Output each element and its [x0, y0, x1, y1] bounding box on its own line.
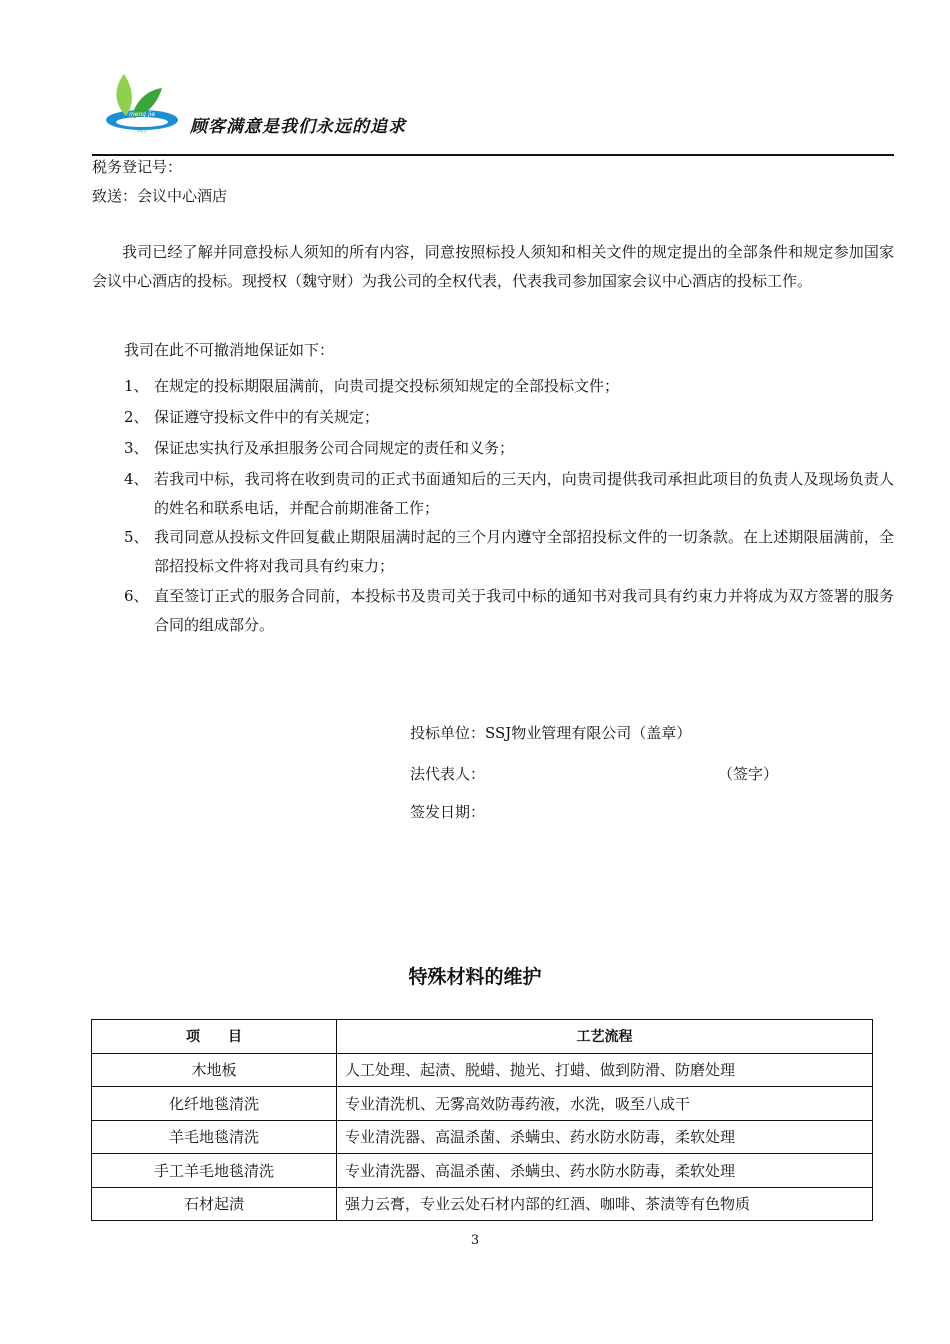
leaf-logo-icon [102, 70, 186, 136]
list-item [124, 465, 894, 523]
table-cell-item: 木地板 [92, 1053, 337, 1087]
list-item-text: 保证忠实执行及承担服务公司合同规定的责任和义务； [154, 439, 515, 457]
table-header-row [92, 1020, 873, 1054]
bidder-unit: 投标单位：SSJ物业管理有限公司（盖章） [410, 724, 692, 742]
list-item [124, 403, 894, 432]
table-cell-item: 羊毛地毯清洗 [92, 1120, 337, 1154]
table-title: 特殊材料的维护 [408, 966, 542, 988]
authorization-paragraph: 我司已经了解并同意投标人须知的所有内容，同意按照标投人须知和相关文件的规定提出的全部条件和规定参加国家会议中心酒店的投标。现授权（魏守财）为我公司的全权代表，代表我司参加国家会议中心酒店的投标工作。 [92, 243, 894, 290]
table-row [92, 1053, 873, 1087]
maintenance-table [91, 1019, 873, 1221]
table-cell-process: 强力云膏，专业云处石材内部的红酒、咖啡、茶渍等有色物质 [337, 1187, 873, 1221]
table-cell-item: 手工羊毛地毯清洗 [92, 1154, 337, 1188]
header-slogan: 顾客满意是我们永远的追求 [190, 117, 406, 137]
table-row [92, 1120, 873, 1154]
list-item-number: 5、 [124, 528, 149, 546]
recipient-line: 致送：会议中心酒店 [92, 187, 228, 205]
table-row [92, 1087, 873, 1121]
list-item-text: 在规定的投标期限届满前，向贵司提交投标须知规定的全部投标文件； [154, 377, 620, 395]
table-cell-process: 专业清洗机、无雾高效防毒药液，水洗，吸至八成干 [337, 1087, 873, 1121]
column-header-item: 项 目 [92, 1020, 337, 1054]
list-item-text: 我司同意从投标文件回复截止期限届满时起的三个月内遵守全部招投标文件的一切条款。在上述期限届满前，全部招投标文件将对我司具有约束力； [154, 528, 894, 575]
list-item-number: 6、 [124, 587, 149, 605]
column-header-process: 工艺流程 [337, 1020, 873, 1054]
list-item [124, 372, 894, 401]
table-cell-process: 专业清洗器、高温杀菌、杀螨虫、药水防水防毒，柔软处理 [337, 1120, 873, 1154]
list-item-number: 3、 [124, 439, 149, 457]
page-number: 3 [470, 1233, 480, 1248]
logo-subtext: 萌洁 [136, 128, 148, 134]
table-cell-item: 石材起渍 [92, 1187, 337, 1221]
table-cell-process: 人工处理、起渍、脱蜡、抛光、打蜡、做到防滑、防磨处理 [337, 1053, 873, 1087]
list-item [124, 434, 894, 463]
list-item-text: 若我司中标，我司将在收到贵司的正式书面通知后的三天内，向贵司提供我司承担此项目的负责人及现场负责人的姓名和联系电话，并配合前期准备工作； [154, 470, 894, 517]
list-item-number: 4、 [124, 470, 149, 488]
page-header [92, 62, 894, 156]
legal-rep-label: 法代表人： [410, 765, 486, 783]
table-row [92, 1187, 873, 1221]
list-item-text: 直至签订正式的服务合同前，本投标书及贵司关于我司中标的通知书对我司具有约束力并将成为双方签署的服务合同的组成部分。 [154, 587, 894, 634]
list-item [124, 582, 894, 640]
table-cell-item: 化纤地毯清洗 [92, 1087, 337, 1121]
list-item-number: 2、 [124, 408, 149, 426]
logo-text: meng jie [128, 111, 156, 118]
list-item [124, 523, 894, 581]
tax-registration-label: 税务登记号： [92, 158, 183, 176]
table-row [92, 1154, 873, 1188]
issue-date-label: 签发日期： [410, 803, 486, 821]
guarantee-intro: 我司在此不可撤消地保证如下： [124, 341, 335, 359]
list-item-text: 保证遵守投标文件中的有关规定； [154, 408, 380, 426]
signature-note: （签字） [718, 765, 779, 783]
table-cell-process: 专业清洗器、高温杀菌、杀螨虫、药水防水防毒，柔软处理 [337, 1154, 873, 1188]
list-item-number: 1、 [124, 377, 149, 395]
